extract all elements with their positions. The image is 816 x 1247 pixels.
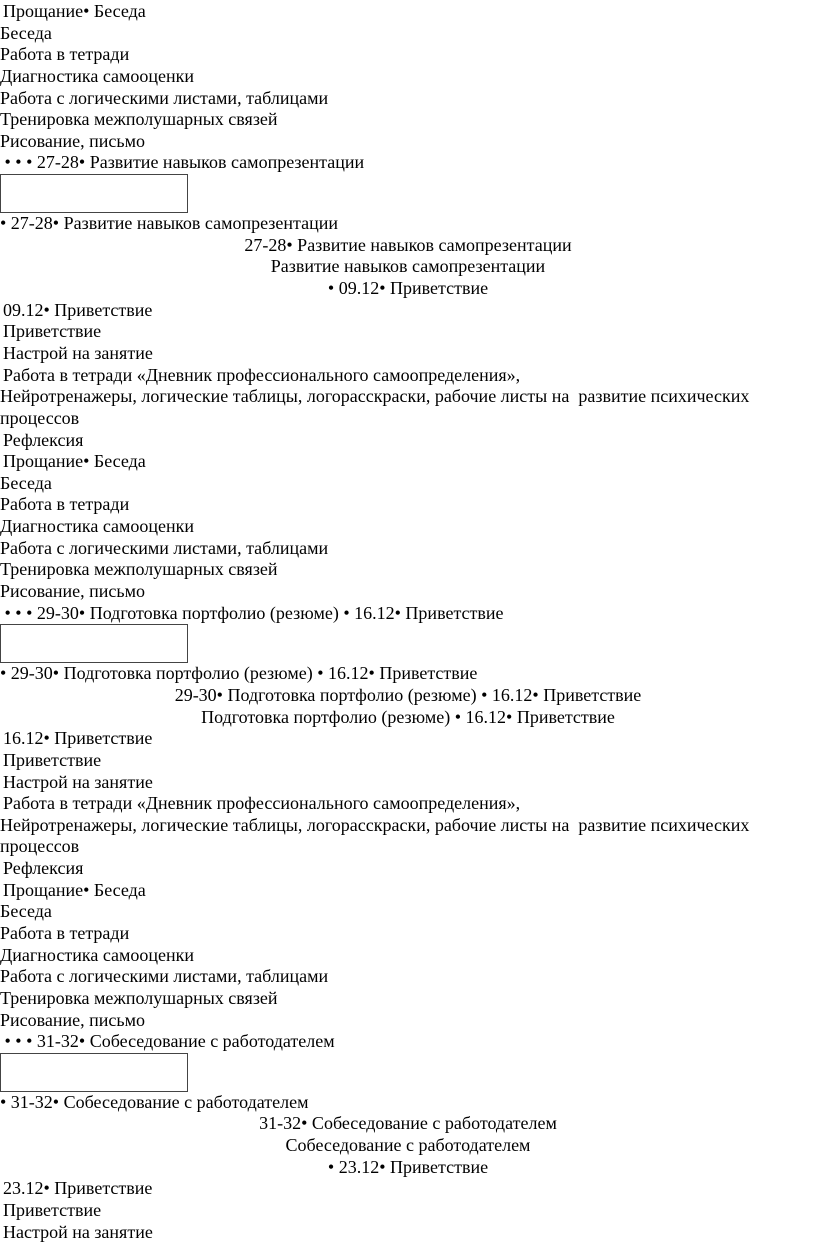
text-line: Работа в тетради (0, 494, 130, 515)
text-line: Диагностика самооценки (0, 944, 195, 965)
text-line: Диагностика самооценки (0, 516, 195, 537)
text-line: Приветствие (3, 1200, 102, 1221)
empty-text-box (0, 174, 188, 213)
empty-text-box (0, 1053, 188, 1092)
text-line: 29-30• Подготовка портфолио (резюме) • 16.12• Приветствие (174, 684, 642, 705)
text-line: Беседа (0, 472, 52, 493)
text-line: процессов (0, 407, 80, 428)
text-line: • • • 31-32• Собеседование с работодателем (0, 1031, 335, 1052)
text-line: Тренировка межполушарных связей (0, 559, 278, 580)
text-line: Развитие навыков самопрезентации (270, 256, 546, 277)
text-line: Прощание• Беседа (3, 1, 146, 21)
text-line: Приветствие (3, 321, 102, 342)
text-line: Рисование, письмо (0, 130, 145, 151)
text-line: Работа в тетради «Дневник профессионального самоопределения», (3, 793, 521, 814)
text-line: • 27-28• Развитие навыков самопрезентации (0, 213, 339, 234)
text-line: Нейротренажеры, логические таблицы, логорасскраски, рабочие листы на развитие психических (0, 814, 750, 835)
text-line: Беседа (0, 22, 52, 43)
text-line: Работа в тетради (0, 922, 130, 943)
text-line: 16.12• Приветствие (3, 728, 153, 749)
text-line: Нейротренажеры, логические таблицы, логорасскраски, рабочие листы на развитие психических (0, 386, 750, 407)
empty-text-box (0, 624, 188, 663)
text-line: • 29-30• Подготовка портфолио (резюме) • 16.12• Приветствие (0, 663, 478, 684)
text-line: Рефлексия (3, 858, 84, 879)
text-line: Тренировка межполушарных связей (0, 987, 278, 1008)
text-line: Настрой на занятие (3, 1221, 153, 1242)
text-line: Подготовка портфолио (резюме) • 16.12• Приветствие (201, 706, 615, 727)
text-line: 31-32• Собеседование с работодателем (259, 1113, 557, 1134)
text-line: Беседа (0, 901, 52, 922)
text-line: Рефлексия (3, 429, 84, 450)
text-line: Работа с логическими листами, таблицами (0, 537, 329, 558)
text-line: • • • 27-28• Развитие навыков самопрезентации (0, 152, 365, 173)
text-line: Рисование, письмо (0, 1009, 145, 1030)
text-line: Работа с логическими листами, таблицами (0, 87, 329, 108)
text-line: Настрой на занятие (3, 342, 153, 363)
text-line: Собеседование с работодателем (285, 1135, 531, 1156)
text-line: Настрой на занятие (3, 771, 153, 792)
text-line: • 23.12• Приветствие (327, 1156, 489, 1177)
text-line: Прощание• Беседа (3, 879, 146, 900)
text-line: процессов (0, 836, 80, 857)
text-line: Прощание• Беседа (3, 451, 146, 472)
text-line: Работа с логическими листами, таблицами (0, 966, 329, 987)
text-line: • 31-32• Собеседование с работодателем (0, 1091, 309, 1112)
text-line: 27-28• Развитие навыков самопрезентации (244, 234, 572, 255)
text-line: Работа в тетради «Дневник профессионального самоопределения», (3, 364, 521, 385)
text-line: 09.12• Приветствие (3, 299, 153, 320)
text-line: • 09.12• Приветствие (327, 278, 489, 299)
text-line: Диагностика самооценки (0, 65, 195, 86)
text-line: 23.12• Приветствие (3, 1178, 153, 1199)
text-line: Работа в тетради (0, 44, 130, 65)
text-line: • • • 29-30• Подготовка портфолио (резюме) • 16.12• Приветствие (0, 602, 504, 623)
text-line: Приветствие (3, 749, 102, 770)
text-line: Рисование, письмо (0, 581, 145, 602)
text-line: Тренировка межполушарных связей (0, 109, 278, 130)
